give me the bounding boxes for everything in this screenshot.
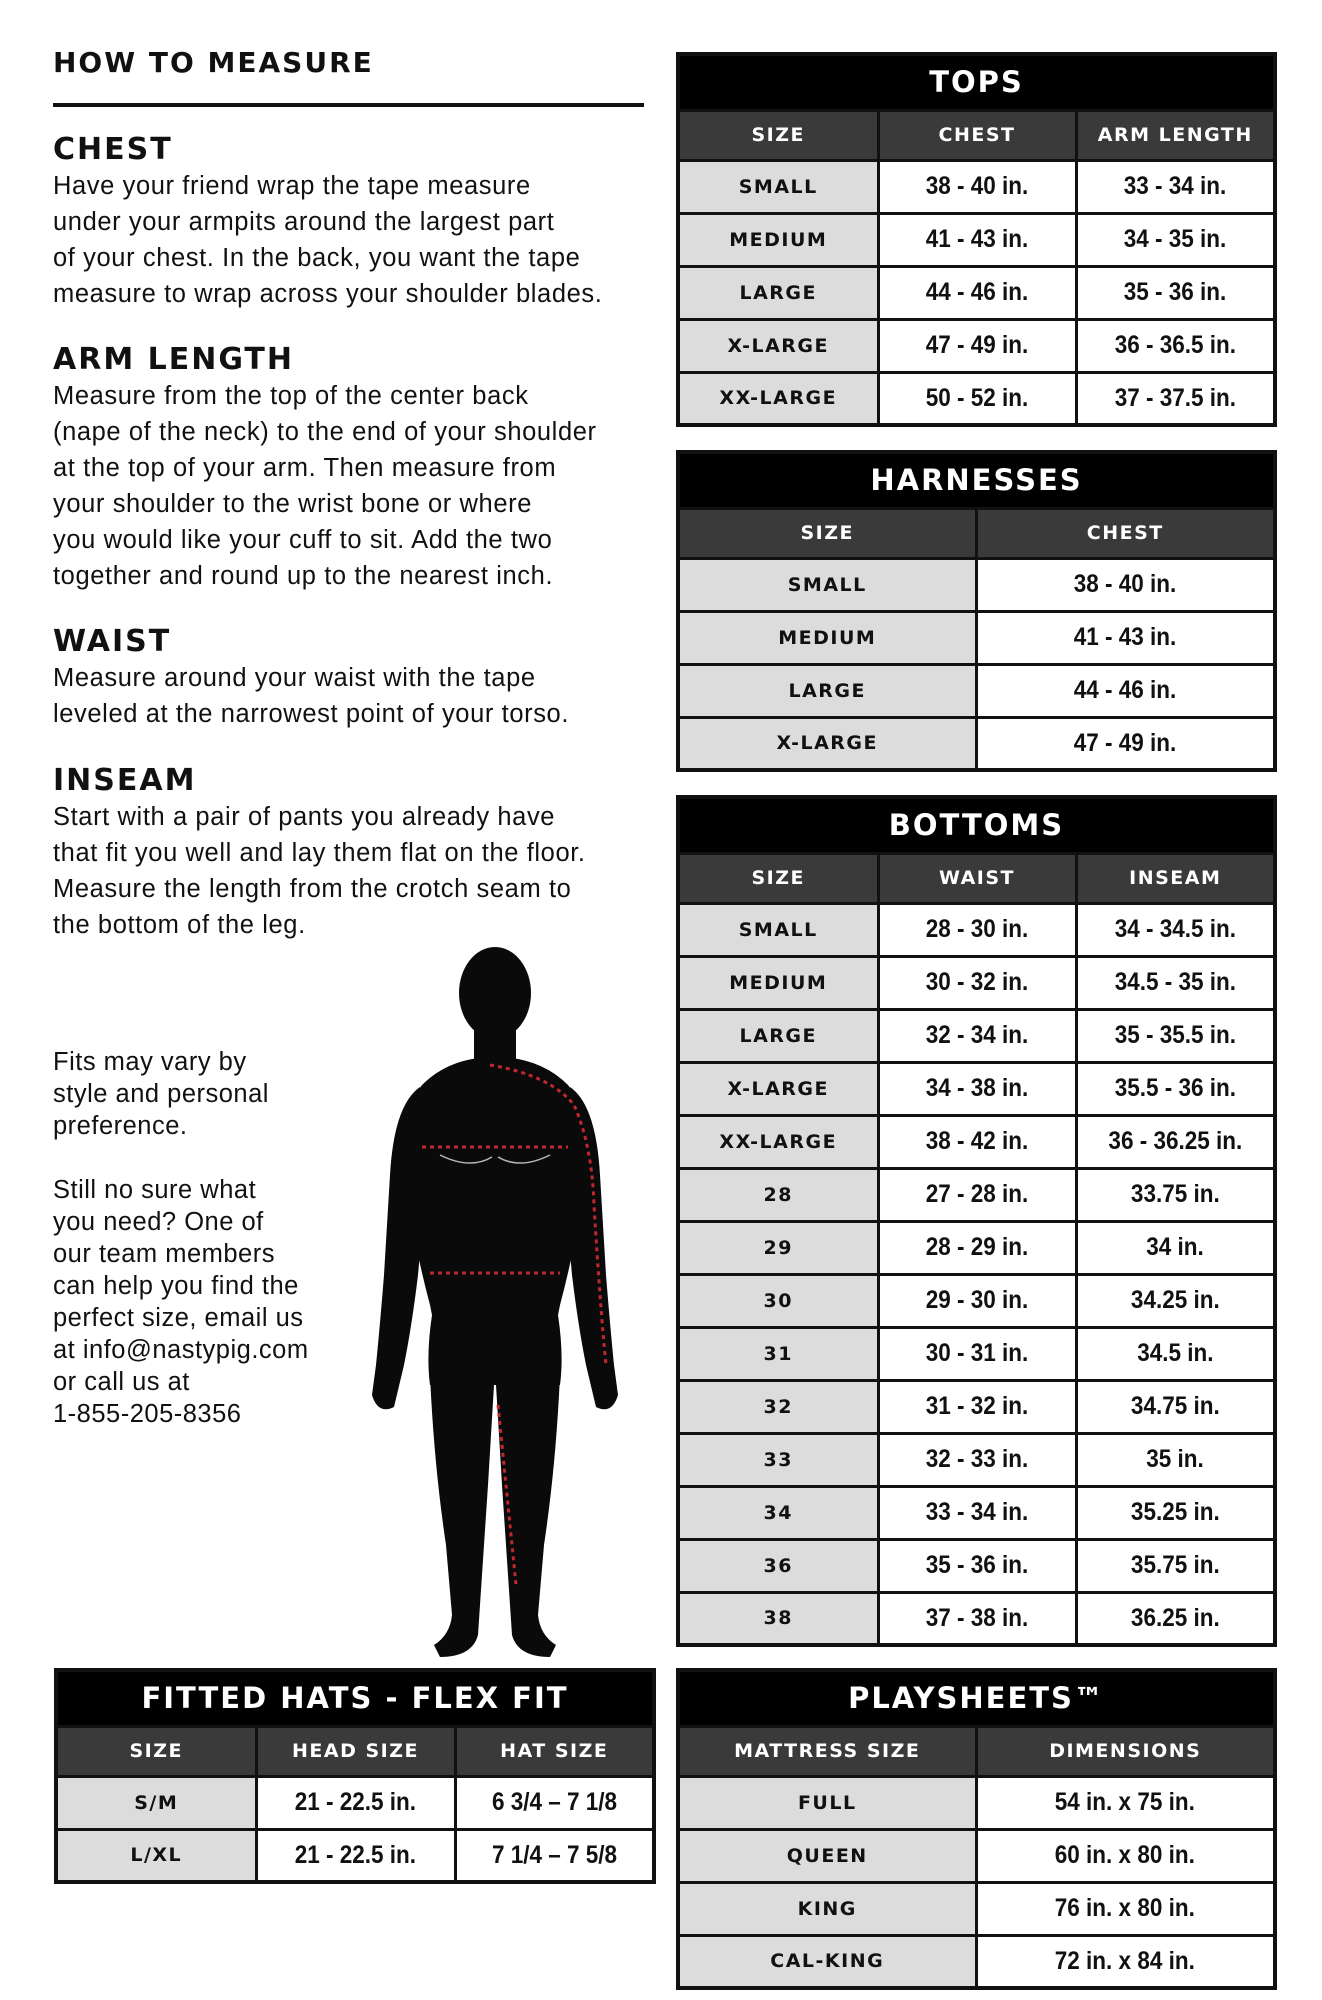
size-label: X-LARGE xyxy=(678,717,976,770)
table-row xyxy=(678,160,1275,213)
how-to-measure-title: HOW TO MEASURE xyxy=(53,46,374,79)
playsheets-header-dimensions: DIMENSIONS xyxy=(976,1726,1275,1776)
waist-value: 38 - 42 in. xyxy=(878,1115,1076,1168)
table-row xyxy=(678,1486,1275,1539)
waist-value: 31 - 32 in. xyxy=(878,1380,1076,1433)
waist-value: 33 - 34 in. xyxy=(878,1486,1076,1539)
inseam-section xyxy=(53,763,653,943)
head-size-value: 21 - 22.5 in. xyxy=(256,1829,455,1882)
waist-value: 27 - 28 in. xyxy=(878,1168,1076,1221)
arm-length-line: you would like your cuff to sit. Add the two xyxy=(53,526,553,554)
inseam-heading: INSEAM xyxy=(53,763,197,798)
chest-value: 50 - 52 in. xyxy=(878,372,1076,425)
size-label: SMALL xyxy=(678,160,878,213)
hat-size-value: 6 3/4 – 7 1/8 xyxy=(455,1776,654,1829)
waist-heading: WAIST xyxy=(53,624,172,659)
waist-value: 32 - 34 in. xyxy=(878,1009,1076,1062)
bottoms-header-inseam: INSEAM xyxy=(1076,853,1275,903)
waist-value: 29 - 30 in. xyxy=(878,1274,1076,1327)
table-row xyxy=(678,1168,1275,1221)
arm-length-value: 36 - 36.5 in. xyxy=(1076,319,1275,372)
arm-length-line: at the top of your arm. Then measure from xyxy=(53,454,557,482)
inseam-value: 34 in. xyxy=(1076,1221,1275,1274)
size-label: 34 xyxy=(678,1486,878,1539)
mattress-size-label: CAL-KING xyxy=(678,1935,976,1988)
playsheets-table xyxy=(676,1668,1277,1990)
inseam-value: 35.75 in. xyxy=(1076,1539,1275,1592)
table-row xyxy=(678,1592,1275,1645)
size-label: MEDIUM xyxy=(678,611,976,664)
arm-length-value: 35 - 36 in. xyxy=(1076,266,1275,319)
table-row xyxy=(678,1062,1275,1115)
inseam-line: the bottom of the leg. xyxy=(53,911,306,939)
body-silhouette-figure xyxy=(360,945,630,1665)
dimensions-value: 60 in. x 80 in. xyxy=(976,1829,1275,1882)
chest-value: 44 - 46 in. xyxy=(878,266,1076,319)
inseam-line: Measure the length from the crotch seam to xyxy=(53,875,572,903)
waist-section xyxy=(53,624,653,732)
table-row xyxy=(678,1829,1275,1882)
arm-length-value: 33 - 34 in. xyxy=(1076,160,1275,213)
size-label: 30 xyxy=(678,1274,878,1327)
hats-header-size: SIZE xyxy=(56,1726,256,1776)
waist-value: 34 - 38 in. xyxy=(878,1062,1076,1115)
size-label: LARGE xyxy=(678,664,976,717)
waist-value: 30 - 31 in. xyxy=(878,1327,1076,1380)
arm-length-heading: ARM LENGTH xyxy=(53,342,295,377)
waist-value: 32 - 33 in. xyxy=(878,1433,1076,1486)
table-row xyxy=(678,1935,1275,1988)
harnesses-title: HARNESSES xyxy=(678,452,1275,508)
size-label: 28 xyxy=(678,1168,878,1221)
arm-length-line: together and round up to the nearest inch. xyxy=(53,562,554,590)
table-row xyxy=(56,1829,654,1882)
size-label: XX-LARGE xyxy=(678,372,878,425)
size-label: X-LARGE xyxy=(678,319,878,372)
table-row xyxy=(678,1009,1275,1062)
size-label: LARGE xyxy=(678,266,878,319)
inseam-value: 34.5 - 35 in. xyxy=(1076,956,1275,1009)
waist-line: Measure around your waist with the tape xyxy=(53,664,536,692)
table-row xyxy=(678,213,1275,266)
chest-heading: CHEST xyxy=(53,132,173,167)
inseam-value: 35.5 - 36 in. xyxy=(1076,1062,1275,1115)
size-label: SMALL xyxy=(678,903,878,956)
size-label: L/XL xyxy=(56,1829,256,1882)
size-label: 36 xyxy=(678,1539,878,1592)
table-row xyxy=(678,903,1275,956)
table-row xyxy=(678,611,1275,664)
inseam-value: 34 - 34.5 in. xyxy=(1076,903,1275,956)
table-row xyxy=(678,372,1275,425)
table-row xyxy=(678,1539,1275,1592)
size-label: SMALL xyxy=(678,558,976,611)
bottoms-title: BOTTOMS xyxy=(678,797,1275,853)
tops-title: TOPS xyxy=(678,54,1275,110)
size-label: S/M xyxy=(56,1776,256,1829)
inseam-value: 35.25 in. xyxy=(1076,1486,1275,1539)
inseam-value: 35 in. xyxy=(1076,1433,1275,1486)
playsheets-title: PLAYSHEETS™ xyxy=(678,1670,1275,1726)
harnesses-table xyxy=(676,450,1277,772)
waist-value: 37 - 38 in. xyxy=(878,1592,1076,1645)
bottoms-table xyxy=(676,795,1277,1647)
chest-value: 47 - 49 in. xyxy=(878,319,1076,372)
chest-line: of your chest. In the back, you want the tape xyxy=(53,244,581,272)
size-label: 29 xyxy=(678,1221,878,1274)
arm-length-line: your shoulder to the wrist bone or where xyxy=(53,490,532,518)
size-label: 32 xyxy=(678,1380,878,1433)
inseam-value: 35 - 35.5 in. xyxy=(1076,1009,1275,1062)
harnesses-header-chest: CHEST xyxy=(976,508,1275,558)
size-label: X-LARGE xyxy=(678,1062,878,1115)
chest-value: 41 - 43 in. xyxy=(976,611,1275,664)
dimensions-value: 72 in. x 84 in. xyxy=(976,1935,1275,1988)
title-rule xyxy=(53,103,644,107)
fitted-hats-table xyxy=(54,1668,656,1884)
table-row xyxy=(678,266,1275,319)
table-row xyxy=(678,956,1275,1009)
hat-size-value: 7 1/4 – 7 5/8 xyxy=(455,1829,654,1882)
waist-value: 28 - 29 in. xyxy=(878,1221,1076,1274)
chest-value: 38 - 40 in. xyxy=(976,558,1275,611)
table-row xyxy=(678,1380,1275,1433)
chest-line: measure to wrap across your shoulder blades. xyxy=(53,280,603,308)
inseam-value: 33.75 in. xyxy=(1076,1168,1275,1221)
table-row xyxy=(678,717,1275,770)
inseam-value: 36 - 36.25 in. xyxy=(1076,1115,1275,1168)
chest-value: 44 - 46 in. xyxy=(976,664,1275,717)
waist-value: 35 - 36 in. xyxy=(878,1539,1076,1592)
table-row xyxy=(678,1115,1275,1168)
waist-value: 30 - 32 in. xyxy=(878,956,1076,1009)
table-row xyxy=(678,1882,1275,1935)
arm-length-value: 37 - 37.5 in. xyxy=(1076,372,1275,425)
table-row xyxy=(678,1776,1275,1829)
head-size-value: 21 - 22.5 in. xyxy=(256,1776,455,1829)
size-label: XX-LARGE xyxy=(678,1115,878,1168)
dimensions-value: 54 in. x 75 in. xyxy=(976,1776,1275,1829)
arm-length-value: 34 - 35 in. xyxy=(1076,213,1275,266)
table-row xyxy=(678,1274,1275,1327)
chest-value: 41 - 43 in. xyxy=(878,213,1076,266)
size-label: 38 xyxy=(678,1592,878,1645)
waist-value: 28 - 30 in. xyxy=(878,903,1076,956)
chest-section xyxy=(53,132,653,312)
inseam-line: Start with a pair of pants you already have xyxy=(53,803,556,831)
mattress-size-label: KING xyxy=(678,1882,976,1935)
hats-header-hat-size: HAT SIZE xyxy=(455,1726,654,1776)
table-row xyxy=(678,558,1275,611)
contact-note: Still no sure what you need? One of our team members can help you find the perfect size, email us at info@nastypig.com or call us at 1-855-205-8356 xyxy=(53,1176,309,1428)
chest-value: 47 - 49 in. xyxy=(976,717,1275,770)
tops-header-size: SIZE xyxy=(678,110,878,160)
bottoms-header-waist: WAIST xyxy=(878,853,1076,903)
chest-value: 38 - 40 in. xyxy=(878,160,1076,213)
mattress-size-label: FULL xyxy=(678,1776,976,1829)
inseam-value: 34.5 in. xyxy=(1076,1327,1275,1380)
table-row xyxy=(678,1221,1275,1274)
fitted-hats-title: FITTED HATS - FLEX FIT xyxy=(56,1670,654,1726)
inseam-value: 34.25 in. xyxy=(1076,1274,1275,1327)
dimensions-value: 76 in. x 80 in. xyxy=(976,1882,1275,1935)
size-label: MEDIUM xyxy=(678,956,878,1009)
size-label: LARGE xyxy=(678,1009,878,1062)
table-row xyxy=(678,664,1275,717)
chest-line: under your armpits around the largest part xyxy=(53,208,555,236)
arm-length-section xyxy=(53,342,653,594)
size-label: 33 xyxy=(678,1433,878,1486)
table-row xyxy=(678,319,1275,372)
inseam-value: 34.75 in. xyxy=(1076,1380,1275,1433)
hats-header-head-size: HEAD SIZE xyxy=(256,1726,455,1776)
table-row xyxy=(678,1327,1275,1380)
tops-table xyxy=(676,52,1277,427)
bottoms-header-size: SIZE xyxy=(678,853,878,903)
table-row xyxy=(678,1433,1275,1486)
inseam-line: that fit you well and lay them flat on the floor. xyxy=(53,839,586,867)
fit-note: Fits may vary by style and personal preference. xyxy=(53,1048,269,1140)
tops-header-chest: CHEST xyxy=(878,110,1076,160)
tops-header-arm-length: ARM LENGTH xyxy=(1076,110,1275,160)
mattress-size-label: QUEEN xyxy=(678,1829,976,1882)
arm-length-line: (nape of the neck) to the end of your shoulder xyxy=(53,418,597,446)
table-row xyxy=(56,1776,654,1829)
inseam-value: 36.25 in. xyxy=(1076,1592,1275,1645)
waist-line: leveled at the narrowest point of your torso. xyxy=(53,700,570,728)
arm-length-line: Measure from the top of the center back xyxy=(53,382,529,410)
chest-line: Have your friend wrap the tape measure xyxy=(53,172,531,200)
size-label: 31 xyxy=(678,1327,878,1380)
harnesses-header-size: SIZE xyxy=(678,508,976,558)
playsheets-header-mattress-size: MATTRESS SIZE xyxy=(678,1726,976,1776)
size-label: MEDIUM xyxy=(678,213,878,266)
